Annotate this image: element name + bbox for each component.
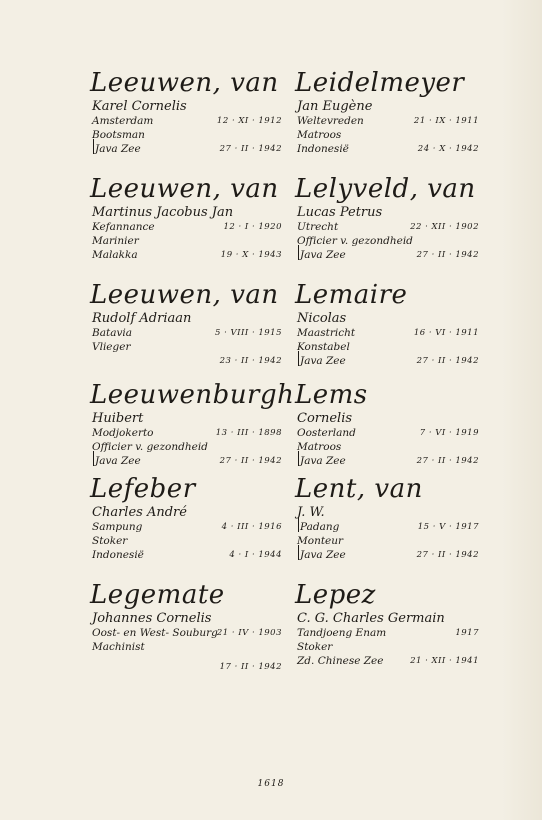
death-date: 27 · II · 1942 [219,144,282,154]
surname: Leeuwenburgh [90,380,295,410]
rank-line [92,640,292,654]
rank-line [92,534,292,548]
rank: Officier v. gezondheid [297,235,413,247]
birthplace: Sampung [92,521,143,533]
birth-line [92,220,292,234]
birthplace: Weltevreden [297,115,364,127]
birth-date: 21 · IX · 1911 [413,116,479,126]
death-date: 27 · II · 1942 [219,456,282,466]
rank-line [297,128,489,142]
memorial-entry [297,580,489,690]
page-edge-shadow [502,0,542,820]
birth-date: 1917 [455,628,479,638]
given-names: J. W. [297,505,325,520]
memorial-entry [297,174,489,280]
surname: Lemaire [295,280,408,310]
memorial-entry [297,380,489,474]
place-of-death: Java Zee [95,143,141,155]
rank-line [297,534,489,548]
surname: Lems [295,380,368,410]
rank-line [92,440,292,454]
memorial-entry [92,174,292,280]
birth-date: 7 · VI · 1919 [419,428,479,438]
birthplace: Modjokerto [92,427,154,439]
birth-line [297,626,489,640]
death-date: 27 · II · 1942 [416,356,479,366]
place-of-death: Java Zee [95,455,141,467]
rank: Matroos [297,441,342,453]
rank-line [92,128,292,142]
death-date: 17 · II · 1942 [219,662,282,672]
birthplace: Padang [300,521,340,533]
birth-date: 12 · XI · 1912 [216,116,282,126]
birth-line [92,426,292,440]
rank: Konstabel [297,341,350,353]
memorial-entry [92,474,292,580]
death-date: 4 · I · 1944 [229,550,282,560]
given-names: Martinus Jacobus Jan [92,205,234,220]
given-names: Nicolas [297,311,347,326]
given-names: Karel Cornelis [92,99,187,114]
birth-line [297,114,489,128]
rank: Officier v. gezondheid [92,441,208,453]
given-names: Charles André [92,505,187,520]
memorial-entry [297,474,489,580]
death-date: 21 · XII · 1941 [410,656,479,666]
place-of-death: Indonesië [297,143,349,155]
surname: Lepez [295,580,376,610]
birth-line [297,426,489,440]
birth-date: 15 · V · 1917 [417,522,479,532]
given-names: Huibert [92,411,144,426]
rank-line [297,440,489,454]
death-line [297,248,489,262]
birthplace: Oosterland [297,427,356,439]
rank: Vlieger [92,341,131,353]
place-of-death: Indonesië [92,549,144,561]
memorial-entry [297,280,489,380]
death-date: 27 · II · 1942 [416,550,479,560]
right-column [297,68,489,690]
memorial-entry [92,68,292,174]
death-date: 27 · II · 1942 [416,456,479,466]
rank: Machinist [92,641,145,653]
birthplace: Kefannance [92,221,155,233]
page-number: 1618 [257,779,285,789]
memorial-entry [92,280,292,380]
birth-line [297,326,489,340]
given-names: Rudolf Adriaan [92,311,192,326]
place-of-death: Malakka [92,249,138,261]
given-names: Cornelis [297,411,353,426]
death-date: 19 · X · 1943 [220,250,282,260]
place-of-death: Java Zee [300,249,346,261]
death-line [92,454,292,468]
rank-line [92,340,292,354]
surname: Lefeber [90,474,196,504]
surname: Leeuwen, van [90,68,279,98]
death-line [297,354,489,368]
birthplace: Utrecht [297,221,339,233]
left-column [90,68,295,690]
memorial-entry [92,580,292,690]
place-of-death: Java Zee [300,455,346,467]
birthplace: Batavia [92,327,133,339]
death-date: 23 · II · 1942 [219,356,282,366]
birth-date: 5 · VIII · 1915 [215,328,282,338]
death-line [297,454,489,468]
birthplace: Tandjoeng Enam [297,627,387,639]
place-of-death: Java Zee [300,549,346,561]
birth-date: 22 · XII · 1902 [410,222,479,232]
death-date: 27 · II · 1942 [416,250,479,260]
rank: Marinier [92,235,139,247]
surname: Lelyveld, van [295,174,476,204]
birth-date: 21 · IV · 1903 [216,628,282,638]
memorial-entry [90,380,295,474]
death-line [92,142,292,156]
birth-line [297,220,489,234]
given-names: Jan Eugène [297,99,373,114]
birth-line [92,626,292,640]
given-names: C. G. Charles Germain [297,611,445,626]
birth-line [297,520,489,534]
rank-line [297,340,489,354]
rank: Bootsman [92,129,145,141]
birth-line [92,520,292,534]
birth-line [92,114,292,128]
birthplace: Oost- en West- Souburg [92,627,218,639]
death-line [297,654,489,668]
rank: Stoker [297,641,333,653]
birth-date: 4 · III · 1916 [221,522,282,532]
death-line [92,248,292,262]
death-line [297,142,489,156]
death-line [297,548,489,562]
birth-date: 12 · I · 1920 [223,222,282,232]
birth-line [92,326,292,340]
place-of-death: Zd. Chinese Zee [297,655,384,667]
birth-date: 13 · III · 1898 [215,428,282,438]
rank-line [297,234,489,248]
given-names: Johannes Cornelis [92,611,212,626]
surname: Lent, van [295,474,423,504]
death-date: 24 · X · 1942 [417,144,479,154]
rank-line [297,640,489,654]
birthplace: Amsterdam [92,115,154,127]
surname: Leeuwen, van [90,280,279,310]
memorial-entry [297,68,489,174]
rank: Monteur [297,535,344,547]
birth-date: 16 · VI · 1911 [413,328,479,338]
place-of-death: Java Zee [300,355,346,367]
rank: Matroos [297,129,342,141]
surname: Leeuwen, van [90,174,279,204]
rank: Stoker [92,535,128,547]
death-line [92,548,292,562]
surname: Legemate [90,580,225,610]
rank-line [92,234,292,248]
surname: Leidelmeyer [295,68,465,98]
given-names: Lucas Petrus [297,205,383,220]
birthplace: Maastricht [297,327,356,339]
